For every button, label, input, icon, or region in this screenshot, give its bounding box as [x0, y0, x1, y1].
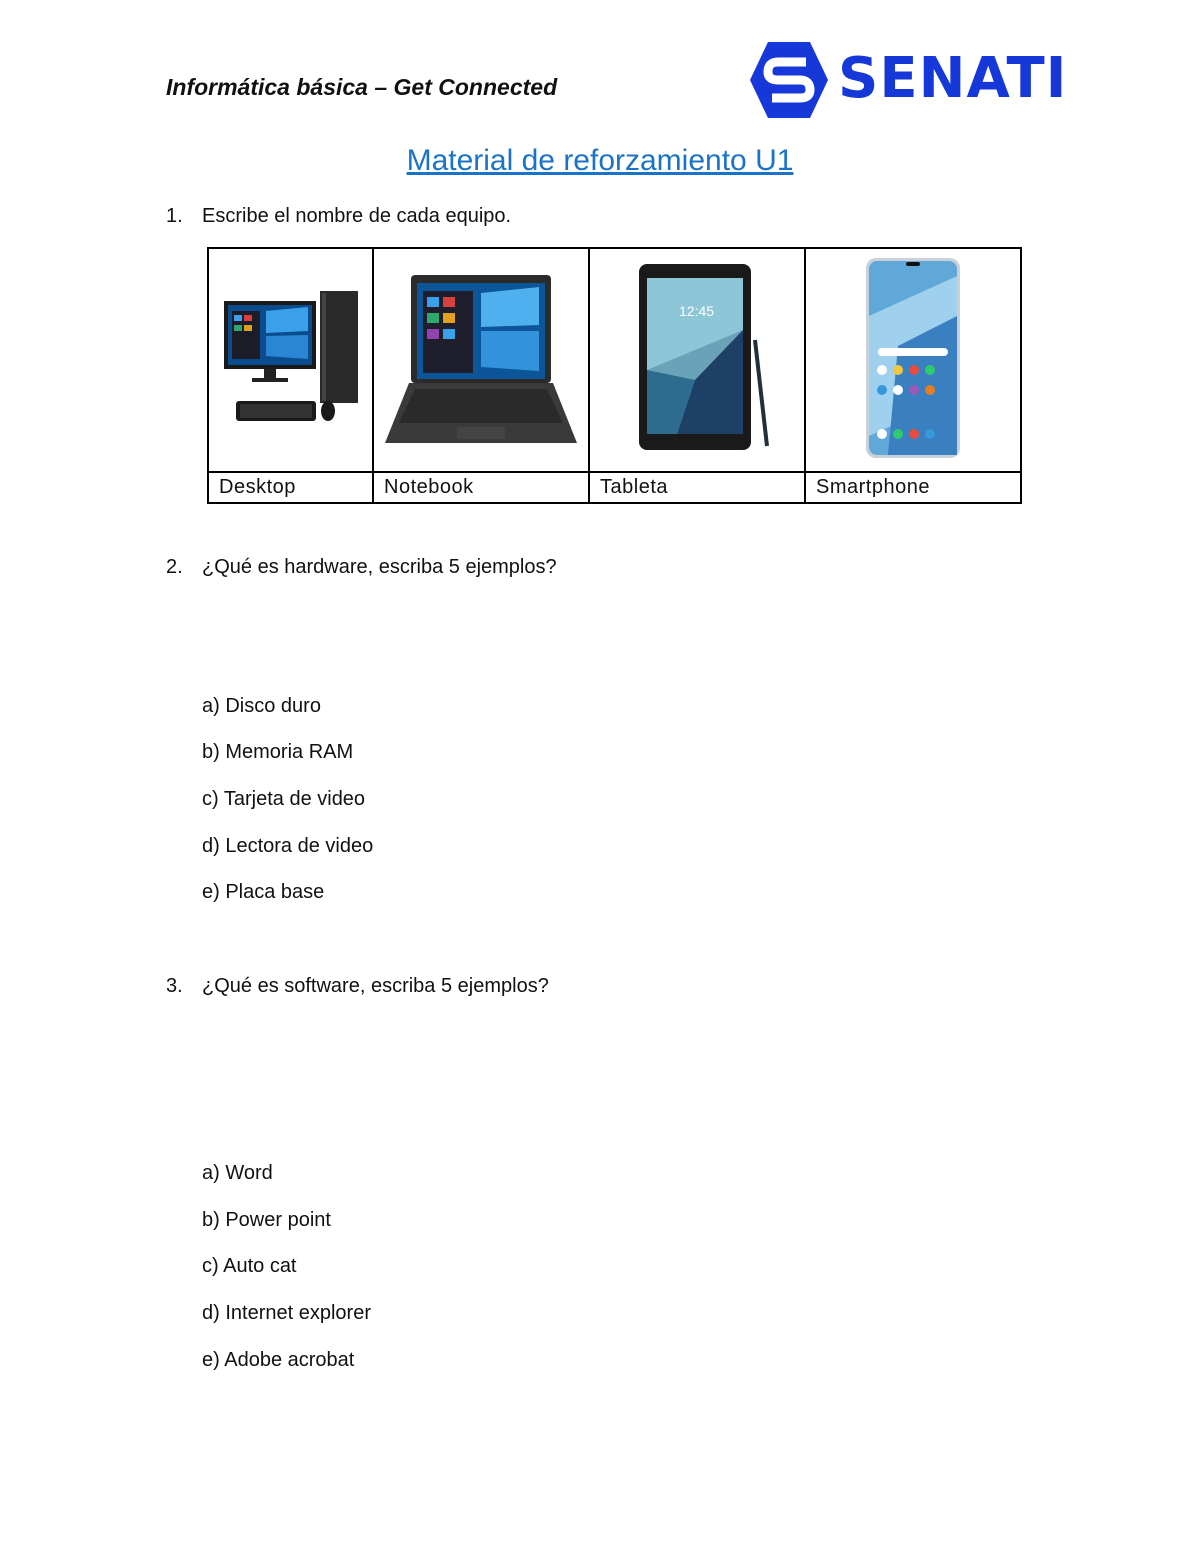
hardware-answer: b) Memoria RAM [202, 741, 354, 763]
device-image-cell [805, 248, 1021, 472]
senati-logo [748, 40, 1068, 120]
question-text: Escribe el nombre de cada equipo. [202, 205, 512, 227]
hardware-answer: c) Tarjeta de video [202, 788, 366, 810]
software-answer: a) Word [202, 1162, 273, 1184]
software-answer: b) Power point [202, 1209, 331, 1231]
question-3 [166, 975, 549, 998]
device-image-cell [373, 248, 589, 472]
notebook-laptop-image [381, 263, 581, 453]
question-text: ¿Qué es software, escriba 5 ejemplos? [202, 975, 549, 997]
desktop-computer-image [216, 283, 366, 433]
question-number: 1. [166, 205, 183, 227]
tablet-image [617, 260, 777, 456]
device-label-desktop: Desktop [208, 472, 373, 503]
logo-wordmark: SENATI [838, 46, 1068, 111]
question-number: 2. [166, 556, 183, 578]
software-answer: e) Adobe acrobat [202, 1349, 355, 1371]
senati-hexagon-icon [748, 40, 830, 120]
device-label-tablet: Tableta [589, 472, 805, 503]
device-table [207, 247, 1022, 504]
question-number: 3. [166, 975, 183, 997]
device-image-cell [589, 248, 805, 472]
device-label-notebook: Notebook [373, 472, 589, 503]
question-1 [166, 205, 511, 228]
hardware-answer: a) Disco duro [202, 695, 321, 717]
svg-text:12:45: 12:45 [679, 302, 715, 319]
device-label-smartphone: Smartphone [805, 472, 1021, 503]
question-2 [166, 556, 557, 579]
question-text: ¿Qué es hardware, escriba 5 ejemplos? [202, 556, 557, 578]
software-answer: c) Auto cat [202, 1255, 297, 1277]
page-title: Material de reforzamiento U1 [406, 144, 794, 177]
device-image-cell [208, 248, 373, 472]
course-title: Informática básica – Get Connected [166, 74, 558, 100]
software-answer: d) Internet explorer [202, 1302, 371, 1324]
smartphone-image [858, 256, 968, 460]
hardware-answer: d) Lectora de video [202, 835, 374, 857]
hardware-answer: e) Placa base [202, 881, 325, 903]
